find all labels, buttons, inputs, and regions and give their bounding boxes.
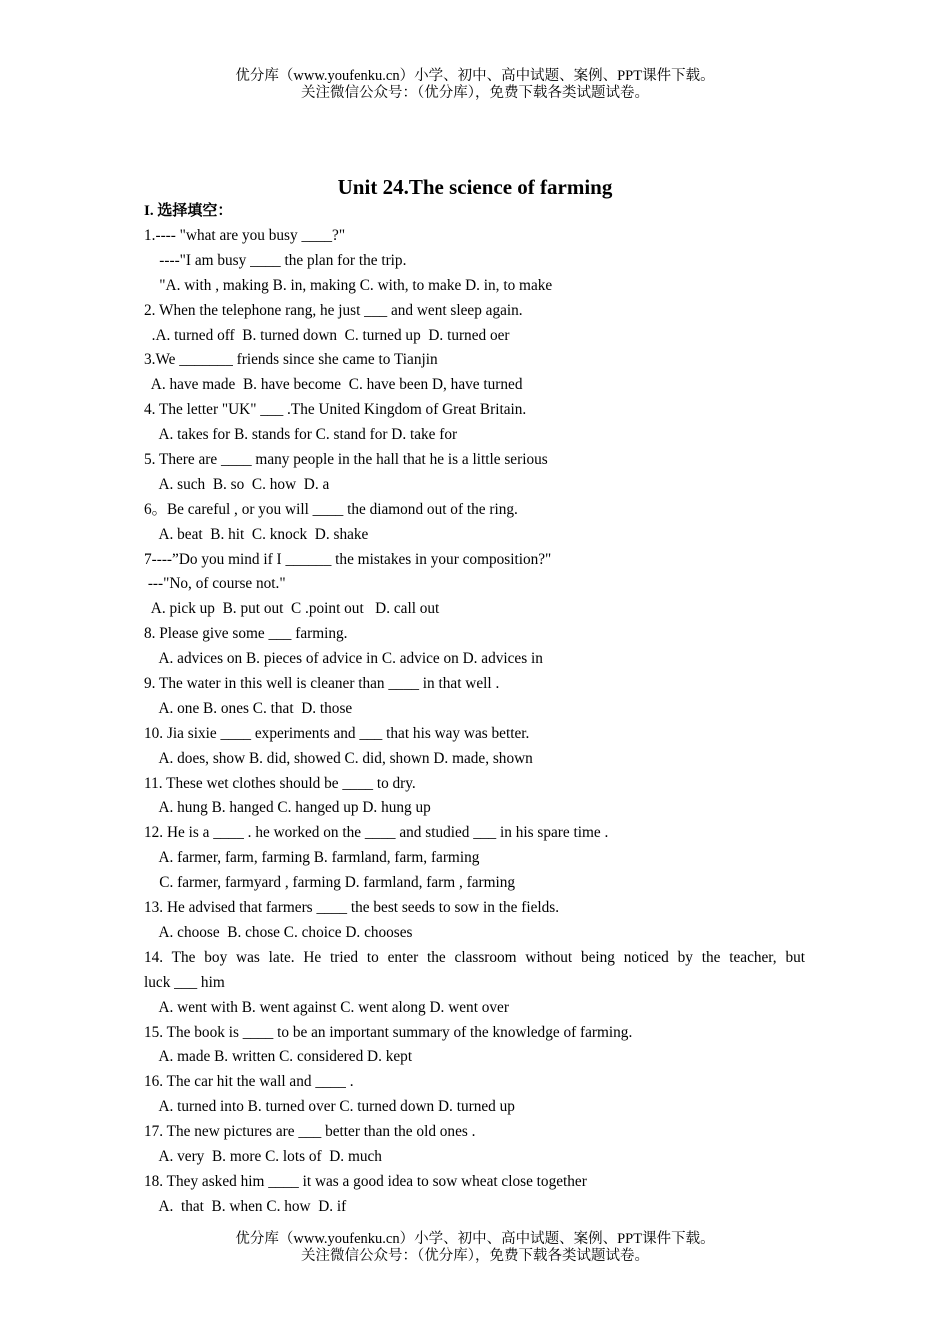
question-line: 3.We _______ friends since she came to Tianjin (144, 351, 438, 369)
option-line: A. pick up B. put out C .point out D. call out (144, 600, 440, 618)
question-line: luck ___ him (144, 973, 225, 991)
option-line: "A. with , making B. in, making C. with, to make D. in, to make (144, 276, 553, 294)
question-line: 17. The new pictures are ___ better than the old ones . (144, 1123, 476, 1141)
option-line: .A. turned off B. turned down C. turned up D. turned oer (144, 326, 510, 344)
question-line: 18. They asked him ____ it was a good idea to sow wheat close together (144, 1172, 587, 1190)
option-line: A. that B. when C. how D. if (144, 1197, 347, 1215)
option-line: A. very B. more C. lots of D. much (144, 1147, 382, 1165)
question-line: 12. He is a ____ . he worked on the ____ and studied ___ in his spare time . (144, 824, 609, 842)
section-heading: I. 选择填空： (144, 203, 233, 219)
question-line: 6。Be careful , or you will ____ the diamond out of the ring. (144, 500, 518, 518)
page-footer (0, 1231, 950, 1265)
question-line: 13. He advised that farmers ____ the best seeds to sow in the fields. (144, 899, 560, 917)
question-line: 2. When the telephone rang, he just ___ and went sleep again. (144, 301, 523, 319)
option-line: A. turned into B. turned over C. turned down D. turned up (144, 1098, 515, 1116)
option-line: A. have made B. have become C. have been D, have turned (144, 376, 523, 394)
option-line: A. one B. ones C. that D. those (144, 699, 353, 717)
question-line: ----"I am busy ____ the plan for the trip. (144, 251, 407, 269)
option-line: A. does, show B. did, showed C. did, shown D. made, shown (144, 749, 533, 767)
question-line: 8. Please give some ___ farming. (144, 625, 348, 643)
footer-line-2: 关注微信公众号：（优分库），免费下载各类试题试卷。 (301, 1248, 649, 1264)
question-line: 14. The boy was late. He tried to enter the classroom without being noticed by the teacher, but (144, 948, 805, 966)
option-line: A. takes for B. stands for C. stand for D. take for (144, 426, 458, 444)
question-line: 10. Jia sixie ____ experiments and ___ that his way was better. (144, 724, 530, 742)
footer-line-1: 优分库（www.youfenku.cn）小学、初中、高中试题、案例、PPT课件下载。 (235, 1231, 715, 1247)
option-line: A. beat B. hit C. knock D. shake (144, 525, 369, 543)
option-line: A. choose B. chose C. choice D. chooses (144, 923, 413, 941)
question-line: 7----”Do you mind if I ______ the mistakes in your composition?" (144, 550, 552, 568)
header-line-1: 优分库（www.youfenku.cn）小学、初中、高中试题、案例、PPT课件下载。 (235, 68, 715, 84)
option-line: A. advices on B. pieces of advice in C. advice on D. advices in (144, 650, 543, 668)
option-line: A. went with B. went against C. went along D. went over (144, 998, 509, 1016)
option-line: C. farmer, farmyard , farming D. farmland, farm , farming (144, 874, 516, 892)
question-line: ---"No, of course not." (144, 575, 286, 593)
option-line: A. such B. so C. how D. a (144, 475, 330, 493)
option-line: A. hung B. hanged C. hanged up D. hung up (144, 799, 431, 817)
document-title: Unit 24.The science of farming (337, 175, 613, 199)
question-line: 5. There are ____ many people in the hall that he is a little serious (144, 451, 548, 469)
question-list (144, 224, 805, 1220)
page-header (0, 68, 950, 102)
question-line: 15. The book is ____ to be an important summary of the knowledge of farming. (144, 1023, 633, 1041)
question-line: 4. The letter "UK" ___ .The United Kingdom of Great Britain. (144, 401, 527, 419)
header-line-2: 关注微信公众号：（优分库），免费下载各类试题试卷。 (301, 85, 649, 101)
question-line: 1.---- "what are you busy ____?" (144, 227, 346, 244)
option-line: A. farmer, farm, farming B. farmland, farm, farming (144, 849, 480, 867)
question-line: 16. The car hit the wall and ____ . (144, 1073, 354, 1091)
option-line: A. made B. written C. considered D. kept (144, 1048, 413, 1066)
question-line: 11. These wet clothes should be ____ to dry. (144, 774, 416, 792)
question-line: 9. The water in this well is cleaner than ____ in that well . (144, 675, 500, 693)
